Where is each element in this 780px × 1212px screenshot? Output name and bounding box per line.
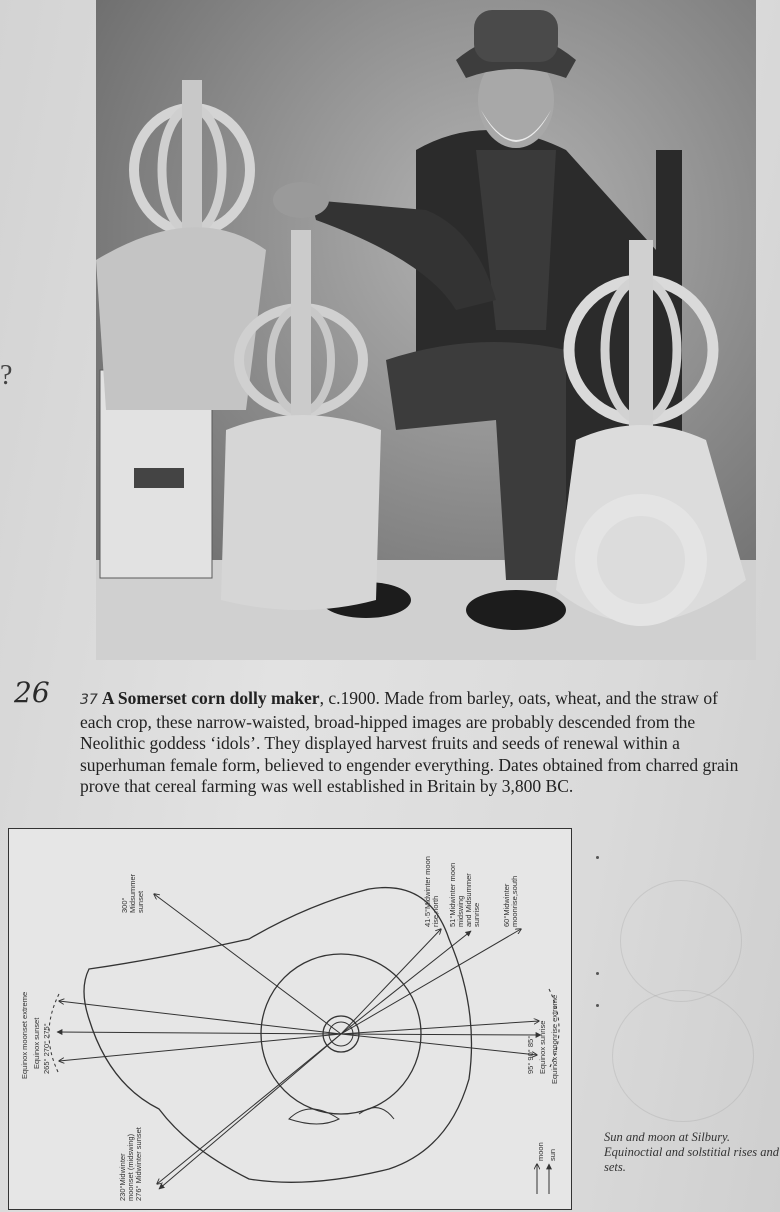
label-equinox-moonset-extreme: Equinox moonset extreme: [20, 991, 29, 1079]
caption-scribble: 37: [80, 692, 98, 708]
label-midsummer-sunset: 300° Midsummer sunset: [120, 873, 145, 913]
label-midwinter-moonrise-south: 60°Midwinter moonrise,south: [502, 875, 519, 927]
photo-caption: [80, 688, 750, 798]
margin-dot: [596, 1004, 599, 1007]
alignment-diagram-svg: [9, 829, 571, 1209]
label-east-degrees: 95° 90° 85°: [526, 1035, 535, 1074]
label-equinox-sunrise: Equinox sunrise: [538, 1020, 547, 1074]
caption-title: A Somerset corn dolly maker: [101, 688, 320, 708]
label-west-degrees: 265° 270° 275°: [42, 1023, 51, 1074]
caption-text: , c.1900. Made from barley, oats, wheat, and the straw of each crop, these narrow-waisted, broad-hipped images are probably descended from the Neolithic goddess ‘idols’. They displayed harvest fruits and seeds of renewal within a superhuman female form, believed to engender everything. Dates obtained from charred grain prove that cereal farming was well established in Britain by 3,800 BC.: [80, 688, 739, 796]
margin-question-mark: ?: [0, 360, 13, 391]
label-midwinter-moonrise-north: 41·5°Midwinter moon rise,north: [423, 856, 440, 927]
page-number: 26: [14, 676, 50, 709]
margin-dot: [596, 972, 599, 975]
show-through-circle: [620, 880, 742, 1002]
diagram-side-caption: Sun and moon at Silbury. Equinoctial and solstitial rises and sets.: [604, 1130, 780, 1174]
legend-sun-label: sun: [548, 1148, 557, 1161]
corn-dolly-maker-photo: [96, 0, 756, 660]
label-midwinter-moon-midswing: 51°Midwinter moon midswing and Midsummer sunrise: [448, 862, 481, 927]
margin-dot: [596, 856, 599, 859]
label-equinox-moonrise-extreme: Equinox moonrise extreme: [550, 994, 559, 1084]
label-equinox-sunset: Equinox sunset: [32, 1017, 41, 1069]
label-midwinter-moonset: 230°Midwinter moonset (midswing) 276° Midwinter sunset: [118, 1127, 143, 1201]
legend-moon-label: moon: [536, 1142, 545, 1161]
photo-illustration: [96, 0, 756, 660]
show-through-circle: [612, 990, 754, 1122]
silbury-alignment-diagram: [8, 828, 572, 1210]
